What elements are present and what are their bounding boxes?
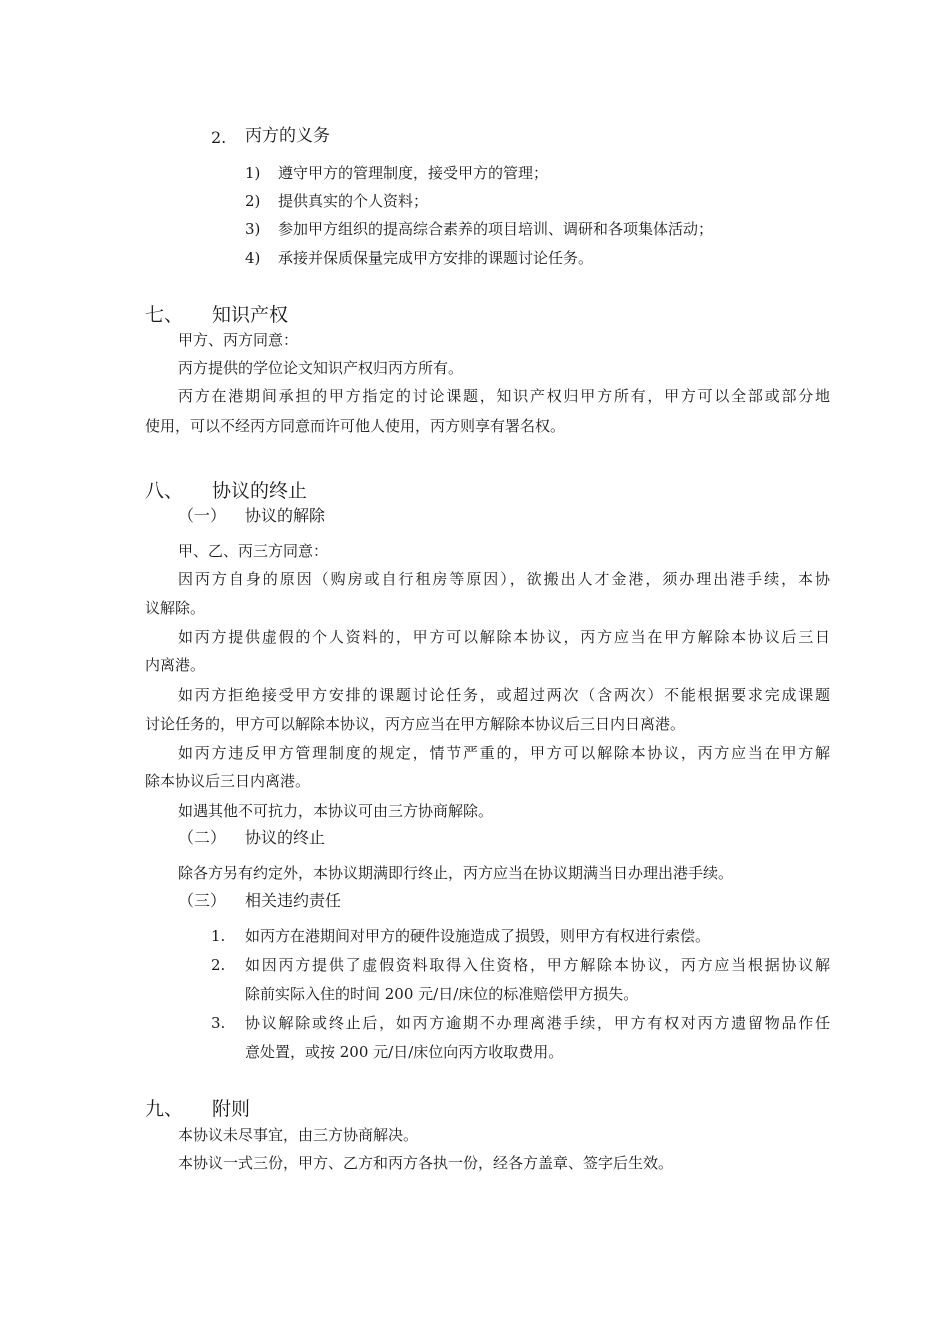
section-number: 九、 [145,1098,184,1120]
item-number: 2. [211,128,227,147]
liability-number: 1. [211,927,226,945]
paragraph: 甲方、丙方同意： [178,331,299,349]
liability-number: 3. [211,1014,226,1032]
paragraph: 本协议一式三份，甲方、乙方和丙方各执一份，经各方盖章、签字后生效。 [178,1154,674,1172]
section-title: 知识产权 [212,304,289,326]
paragraph-continued: 除本协议后三日内离港。 [145,772,311,790]
liability-text: 如丙方在港期间对甲方的硬件设施造成了损毁，则甲方有权进行索偿。 [245,927,711,945]
obligation-text: 提供真实的个人资料； [278,192,429,210]
obligation-text: 参加甲方组织的提高综合素养的项目培训、调研和各项集体活动； [278,220,714,238]
paragraph: 如丙方提供虚假的个人资料的，甲方可以解除本协议，丙方应当在甲方解除本协议后三日 [178,628,830,646]
subsection-title: 相关违约责任 [245,891,342,910]
paragraph: 如丙方拒绝接受甲方安排的课题讨论任务，或超过两次（含两次）不能根据要求完成课题 [178,686,830,704]
paragraph: 丙方提供的学位论文知识产权归丙方所有。 [178,359,464,377]
paragraph-continued: 使用，可以不经丙方同意而许可他人使用，丙方则享有署名权。 [145,417,566,435]
paragraph-continued: 讨论任务的，甲方可以解除本协议，丙方应当在甲方解除本协议后三日内日离港。 [145,715,686,733]
item-title: 丙方的义务 [245,126,330,146]
paragraph: 如丙方违反甲方管理制度的规定，情节严重的，甲方可以解除本协议，丙方应当在甲方解 [178,744,830,762]
obligation-text: 遵守甲方的管理制度，接受甲方的管理； [278,164,549,182]
subsection-title: 协议的终止 [245,828,326,847]
paragraph: 丙方在港期间承担的甲方指定的讨论课题，知识产权归甲方所有，甲方可以全部或部分地 [178,387,830,405]
obligation-number: 3) [245,220,261,238]
liability-number: 2. [211,956,226,974]
liability-text-continued: 意处置，或按 200 元/日/床位向丙方收取费用。 [245,1043,564,1061]
subsection-number: （一） [178,506,227,525]
paragraph: 本协议未尽事宜，由三方协商解决。 [178,1126,419,1144]
paragraph-continued: 内离港。 [145,656,206,674]
section-title: 协议的终止 [212,480,308,502]
paragraph-continued: 议解除。 [145,599,206,617]
obligation-text: 承接并保质保量完成甲方安排的课题讨论任务。 [278,249,594,267]
paragraph: 如遇其他不可抗力，本协议可由三方协商解除。 [178,802,494,820]
liability-text: 协议解除或终止后，如丙方逾期不办理离港手续，甲方有权对丙方遗留物品作任 [245,1014,830,1032]
paragraph: 除各方另有约定外，本协议期满即行终止，丙方应当在协议期满当日办理出港手续。 [178,864,734,882]
obligation-number: 4) [245,249,261,267]
subsection-number: （三） [178,891,227,910]
paragraph: 甲、乙、丙三方同意： [178,542,329,560]
paragraph: 因丙方自身的原因（购房或自行租房等原因），欲搬出人才金港，须办理出港手续，本协 [178,570,830,588]
obligation-number: 2) [245,192,261,210]
liability-text: 如因丙方提供了虚假资料取得入住资格，甲方解除本协议，丙方应当根据协议解 [245,956,830,974]
liability-text-continued: 除前实际入住的时间 200 元/日/床位的标准赔偿甲方损失。 [245,985,639,1003]
subsection-title: 协议的解除 [245,506,326,525]
section-number: 七、 [145,304,184,326]
subsection-number: （二） [178,828,227,847]
obligation-number: 1) [245,164,261,182]
section-title: 附则 [212,1098,251,1120]
section-number: 八、 [145,480,184,502]
